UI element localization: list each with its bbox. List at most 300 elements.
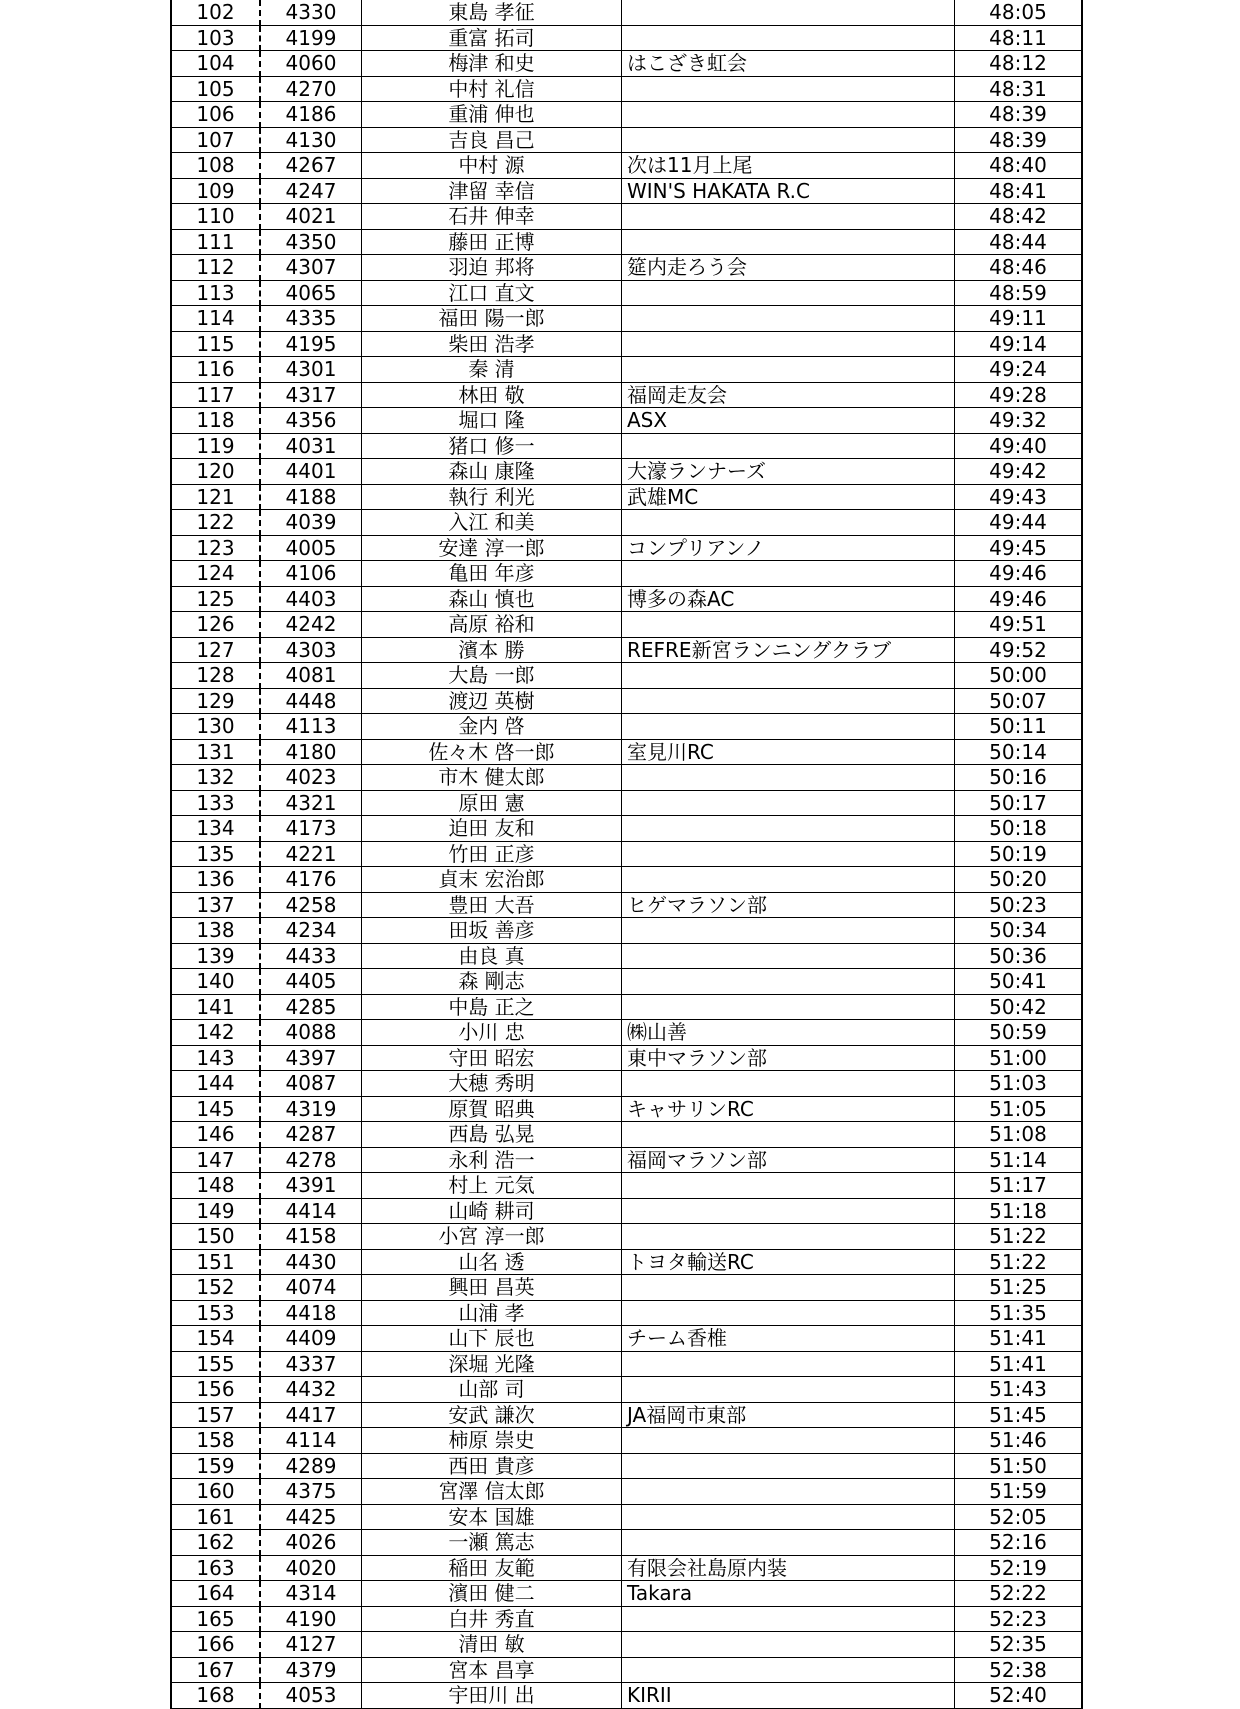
name-cell: 宮澤 信太郎 (362, 1479, 622, 1505)
rank-cell: 141 (171, 994, 260, 1020)
bib-cell: 4319 (260, 1096, 362, 1122)
bib-cell: 4005 (260, 535, 362, 561)
name-cell: 福田 陽一郎 (362, 306, 622, 332)
bib-cell: 4114 (260, 1428, 362, 1454)
name-cell: 深堀 光隆 (362, 1351, 622, 1377)
time-cell: 51:22 (955, 1224, 1083, 1250)
club-cell (622, 1198, 955, 1224)
name-cell: 守田 昭宏 (362, 1045, 622, 1071)
rank-cell: 105 (171, 76, 260, 102)
rank-cell: 159 (171, 1453, 260, 1479)
table-row (171, 0, 1082, 25)
bib-cell: 4188 (260, 484, 362, 510)
club-cell: チーム香椎 (622, 1326, 955, 1352)
rank-cell: 151 (171, 1249, 260, 1275)
club-cell (622, 790, 955, 816)
time-cell: 48:41 (955, 178, 1083, 204)
bib-cell: 4190 (260, 1606, 362, 1632)
time-cell: 50:34 (955, 918, 1083, 944)
name-cell: 迫田 友和 (362, 816, 622, 842)
club-cell (622, 1657, 955, 1683)
name-cell: 亀田 年彦 (362, 561, 622, 587)
table-row (171, 1657, 1082, 1683)
time-cell: 52:23 (955, 1606, 1083, 1632)
table-row (171, 1096, 1082, 1122)
name-cell: 重浦 伸也 (362, 102, 622, 128)
name-cell: 藤田 正博 (362, 229, 622, 255)
time-cell: 52:40 (955, 1683, 1083, 1709)
time-cell: 51:05 (955, 1096, 1083, 1122)
club-cell (622, 433, 955, 459)
bib-cell: 4285 (260, 994, 362, 1020)
time-cell: 52:16 (955, 1530, 1083, 1556)
bib-cell: 4379 (260, 1657, 362, 1683)
table-row (171, 1351, 1082, 1377)
club-cell: REFRE新宮ランニングクラブ (622, 637, 955, 663)
club-cell (622, 663, 955, 689)
name-cell: 宇田川 出 (362, 1683, 622, 1709)
bib-cell: 4074 (260, 1275, 362, 1301)
table-row (171, 816, 1082, 842)
name-cell: 中村 源 (362, 153, 622, 179)
time-cell: 48:59 (955, 280, 1083, 306)
club-cell (622, 102, 955, 128)
name-cell: 猪口 修一 (362, 433, 622, 459)
time-cell: 52:38 (955, 1657, 1083, 1683)
time-cell: 49:28 (955, 382, 1083, 408)
rank-cell: 168 (171, 1683, 260, 1709)
rank-cell: 166 (171, 1632, 260, 1658)
table-row (171, 867, 1082, 893)
bib-cell: 4065 (260, 280, 362, 306)
bib-cell: 4448 (260, 688, 362, 714)
time-cell: 50:59 (955, 1020, 1083, 1046)
name-cell: 小宮 淳一郎 (362, 1224, 622, 1250)
club-cell: ヒゲマラソン部 (622, 892, 955, 918)
time-cell: 48:12 (955, 51, 1083, 77)
name-cell: 梅津 和史 (362, 51, 622, 77)
bib-cell: 4267 (260, 153, 362, 179)
table-row (171, 1147, 1082, 1173)
name-cell: 森山 康隆 (362, 459, 622, 485)
bib-cell: 4060 (260, 51, 362, 77)
name-cell: 竹田 正彦 (362, 841, 622, 867)
rank-cell: 131 (171, 739, 260, 765)
club-cell (622, 76, 955, 102)
name-cell: 森山 慎也 (362, 586, 622, 612)
club-cell: JA福岡市東部 (622, 1402, 955, 1428)
table-row (171, 204, 1082, 230)
rank-cell: 160 (171, 1479, 260, 1505)
time-cell: 51:46 (955, 1428, 1083, 1454)
table-row (171, 331, 1082, 357)
table-row (171, 1198, 1082, 1224)
bib-cell: 4417 (260, 1402, 362, 1428)
club-cell (622, 1173, 955, 1199)
bib-cell: 4039 (260, 510, 362, 536)
club-cell: 武雄MC (622, 484, 955, 510)
name-cell: 由良 真 (362, 943, 622, 969)
bib-cell: 4314 (260, 1581, 362, 1607)
table-row (171, 408, 1082, 434)
rank-cell: 103 (171, 25, 260, 51)
time-cell: 52:19 (955, 1555, 1083, 1581)
name-cell: 高原 裕和 (362, 612, 622, 638)
name-cell: 宮本 昌享 (362, 1657, 622, 1683)
time-cell: 49:24 (955, 357, 1083, 383)
bib-cell: 4397 (260, 1045, 362, 1071)
club-cell (622, 688, 955, 714)
time-cell: 50:16 (955, 765, 1083, 791)
rank-cell: 132 (171, 765, 260, 791)
rank-cell: 117 (171, 382, 260, 408)
name-cell: 堀口 隆 (362, 408, 622, 434)
table-row (171, 510, 1082, 536)
name-cell: 中村 礼信 (362, 76, 622, 102)
name-cell: 原田 憲 (362, 790, 622, 816)
rank-cell: 126 (171, 612, 260, 638)
rank-cell: 150 (171, 1224, 260, 1250)
name-cell: 安達 淳一郎 (362, 535, 622, 561)
club-cell (622, 306, 955, 332)
name-cell: 江口 直文 (362, 280, 622, 306)
bib-cell: 4278 (260, 1147, 362, 1173)
rank-cell: 109 (171, 178, 260, 204)
table-row (171, 765, 1082, 791)
bib-cell: 4375 (260, 1479, 362, 1505)
club-cell (622, 969, 955, 995)
time-cell: 48:40 (955, 153, 1083, 179)
bib-cell: 4234 (260, 918, 362, 944)
rank-cell: 110 (171, 204, 260, 230)
time-cell: 51:17 (955, 1173, 1083, 1199)
table-row (171, 1045, 1082, 1071)
club-cell (622, 841, 955, 867)
time-cell: 51:59 (955, 1479, 1083, 1505)
table-row (171, 1555, 1082, 1581)
rank-cell: 123 (171, 535, 260, 561)
rank-cell: 116 (171, 357, 260, 383)
table-row (171, 178, 1082, 204)
rank-cell: 127 (171, 637, 260, 663)
rank-cell: 163 (171, 1555, 260, 1581)
bib-cell: 4307 (260, 255, 362, 281)
club-cell (622, 816, 955, 842)
club-cell (622, 714, 955, 740)
name-cell: 一瀬 篤志 (362, 1530, 622, 1556)
table-row (171, 1479, 1082, 1505)
time-cell: 49:43 (955, 484, 1083, 510)
time-cell: 48:44 (955, 229, 1083, 255)
club-cell (622, 1275, 955, 1301)
time-cell: 52:35 (955, 1632, 1083, 1658)
table-row (171, 76, 1082, 102)
rank-cell: 108 (171, 153, 260, 179)
table-row (171, 1530, 1082, 1556)
rank-cell: 122 (171, 510, 260, 536)
bib-cell: 4321 (260, 790, 362, 816)
name-cell: 山名 透 (362, 1249, 622, 1275)
rank-cell: 155 (171, 1351, 260, 1377)
club-cell (622, 943, 955, 969)
name-cell: 柿原 崇史 (362, 1428, 622, 1454)
club-cell (622, 867, 955, 893)
rank-cell: 130 (171, 714, 260, 740)
name-cell: 村上 元気 (362, 1173, 622, 1199)
rank-cell: 114 (171, 306, 260, 332)
club-cell (622, 0, 955, 25)
club-cell (622, 331, 955, 357)
club-cell (622, 1351, 955, 1377)
club-cell (622, 1300, 955, 1326)
time-cell: 49:46 (955, 586, 1083, 612)
bib-cell: 4106 (260, 561, 362, 587)
club-cell (622, 1530, 955, 1556)
bib-cell: 4401 (260, 459, 362, 485)
table-row (171, 612, 1082, 638)
time-cell: 52:22 (955, 1581, 1083, 1607)
name-cell: 原賀 昭典 (362, 1096, 622, 1122)
rank-cell: 129 (171, 688, 260, 714)
time-cell: 51:03 (955, 1071, 1083, 1097)
bib-cell: 4088 (260, 1020, 362, 1046)
table-row (171, 1249, 1082, 1275)
rank-cell: 135 (171, 841, 260, 867)
bib-cell: 4195 (260, 331, 362, 357)
club-cell (622, 1479, 955, 1505)
bib-cell: 4432 (260, 1377, 362, 1403)
club-cell: 筵内走ろう会 (622, 255, 955, 281)
club-cell: 室見川RC (622, 739, 955, 765)
table-row (171, 153, 1082, 179)
table-row (171, 943, 1082, 969)
rank-cell: 158 (171, 1428, 260, 1454)
bib-cell: 4301 (260, 357, 362, 383)
table-row (171, 1224, 1082, 1250)
time-cell: 49:14 (955, 331, 1083, 357)
rank-cell: 157 (171, 1402, 260, 1428)
time-cell: 49:40 (955, 433, 1083, 459)
time-cell: 50:14 (955, 739, 1083, 765)
time-cell: 48:11 (955, 25, 1083, 51)
club-cell (622, 994, 955, 1020)
name-cell: 稲田 友範 (362, 1555, 622, 1581)
rank-cell: 148 (171, 1173, 260, 1199)
rank-cell: 142 (171, 1020, 260, 1046)
name-cell: 西田 貴彦 (362, 1453, 622, 1479)
name-cell: 秦 清 (362, 357, 622, 383)
rank-cell: 146 (171, 1122, 260, 1148)
bib-cell: 4021 (260, 204, 362, 230)
name-cell: 大島 一郎 (362, 663, 622, 689)
club-cell (622, 1122, 955, 1148)
club-cell (622, 1632, 955, 1658)
time-cell: 49:42 (955, 459, 1083, 485)
bib-cell: 4433 (260, 943, 362, 969)
time-cell: 51:25 (955, 1275, 1083, 1301)
name-cell: 山浦 孝 (362, 1300, 622, 1326)
table-row (171, 1173, 1082, 1199)
club-cell: 福岡マラソン部 (622, 1147, 955, 1173)
club-cell (622, 1071, 955, 1097)
rank-cell: 118 (171, 408, 260, 434)
table-row (171, 1428, 1082, 1454)
name-cell: 津留 幸信 (362, 178, 622, 204)
club-cell (622, 510, 955, 536)
club-cell (622, 229, 955, 255)
table-row (171, 892, 1082, 918)
name-cell: 山下 辰也 (362, 1326, 622, 1352)
rank-cell: 124 (171, 561, 260, 587)
bib-cell: 4026 (260, 1530, 362, 1556)
table-row (171, 229, 1082, 255)
rank-cell: 137 (171, 892, 260, 918)
name-cell: 吉良 昌己 (362, 127, 622, 153)
rank-cell: 107 (171, 127, 260, 153)
table-row (171, 1504, 1082, 1530)
rank-cell: 112 (171, 255, 260, 281)
bib-cell: 4317 (260, 382, 362, 408)
rank-cell: 162 (171, 1530, 260, 1556)
time-cell: 50:41 (955, 969, 1083, 995)
time-cell: 48:05 (955, 0, 1083, 25)
table-row (171, 1377, 1082, 1403)
table-row (171, 1606, 1082, 1632)
club-cell (622, 25, 955, 51)
table-row (171, 994, 1082, 1020)
table-row (171, 51, 1082, 77)
table-row (171, 790, 1082, 816)
time-cell: 51:43 (955, 1377, 1083, 1403)
time-cell: 51:45 (955, 1402, 1083, 1428)
rank-cell: 136 (171, 867, 260, 893)
table-row (171, 739, 1082, 765)
time-cell: 50:20 (955, 867, 1083, 893)
rank-cell: 143 (171, 1045, 260, 1071)
bib-cell: 4287 (260, 1122, 362, 1148)
club-cell (622, 765, 955, 791)
time-cell: 50:17 (955, 790, 1083, 816)
time-cell: 49:32 (955, 408, 1083, 434)
time-cell: 50:18 (955, 816, 1083, 842)
name-cell: 羽迫 邦将 (362, 255, 622, 281)
time-cell: 49:51 (955, 612, 1083, 638)
club-cell (622, 1377, 955, 1403)
table-row (171, 127, 1082, 153)
name-cell: 貞末 宏治郎 (362, 867, 622, 893)
bib-cell: 4221 (260, 841, 362, 867)
time-cell: 48:39 (955, 102, 1083, 128)
time-cell: 50:36 (955, 943, 1083, 969)
name-cell: 中島 正之 (362, 994, 622, 1020)
name-cell: 佐々木 啓一郎 (362, 739, 622, 765)
table-row (171, 637, 1082, 663)
bib-cell: 4173 (260, 816, 362, 842)
table-row (171, 1300, 1082, 1326)
time-cell: 48:39 (955, 127, 1083, 153)
rank-cell: 164 (171, 1581, 260, 1607)
bib-cell: 4258 (260, 892, 362, 918)
club-cell (622, 1606, 955, 1632)
time-cell: 51:22 (955, 1249, 1083, 1275)
bib-cell: 4199 (260, 25, 362, 51)
table-row (171, 382, 1082, 408)
club-cell (622, 357, 955, 383)
bib-cell: 4425 (260, 1504, 362, 1530)
name-cell: 豊田 大吾 (362, 892, 622, 918)
bib-cell: 4023 (260, 765, 362, 791)
rank-cell: 161 (171, 1504, 260, 1530)
rank-cell: 144 (171, 1071, 260, 1097)
name-cell: 濱本 勝 (362, 637, 622, 663)
rank-cell: 156 (171, 1377, 260, 1403)
bib-cell: 4130 (260, 127, 362, 153)
name-cell: 柴田 浩孝 (362, 331, 622, 357)
rank-cell: 165 (171, 1606, 260, 1632)
table-row (171, 1632, 1082, 1658)
rank-cell: 154 (171, 1326, 260, 1352)
rank-cell: 153 (171, 1300, 260, 1326)
bib-cell: 4176 (260, 867, 362, 893)
table-row (171, 1581, 1082, 1607)
table-row (171, 688, 1082, 714)
bib-cell: 4247 (260, 178, 362, 204)
time-cell: 50:00 (955, 663, 1083, 689)
name-cell: 白井 秀直 (362, 1606, 622, 1632)
bib-cell: 4405 (260, 969, 362, 995)
name-cell: 渡辺 英樹 (362, 688, 622, 714)
rank-cell: 120 (171, 459, 260, 485)
club-cell: 博多の森AC (622, 586, 955, 612)
club-cell: KIRII (622, 1683, 955, 1709)
time-cell: 50:42 (955, 994, 1083, 1020)
time-cell: 48:31 (955, 76, 1083, 102)
club-cell (622, 918, 955, 944)
club-cell (622, 1224, 955, 1250)
time-cell: 51:50 (955, 1453, 1083, 1479)
rank-cell: 111 (171, 229, 260, 255)
table-row (171, 1071, 1082, 1097)
name-cell: 永利 浩一 (362, 1147, 622, 1173)
name-cell: 濱田 健二 (362, 1581, 622, 1607)
name-cell: 市木 健太郎 (362, 765, 622, 791)
club-cell: WIN'S HAKATA R.C (622, 178, 955, 204)
bib-cell: 4391 (260, 1173, 362, 1199)
bib-cell: 4158 (260, 1224, 362, 1250)
table-row (171, 1122, 1082, 1148)
club-cell: 大濠ランナーズ (622, 459, 955, 485)
bib-cell: 4081 (260, 663, 362, 689)
name-cell: 金内 啓 (362, 714, 622, 740)
bib-cell: 4414 (260, 1198, 362, 1224)
time-cell: 50:19 (955, 841, 1083, 867)
results-body (171, 0, 1082, 1708)
table-row (171, 433, 1082, 459)
bib-cell: 4330 (260, 0, 362, 25)
table-row (171, 306, 1082, 332)
table-row (171, 1326, 1082, 1352)
bib-cell: 4113 (260, 714, 362, 740)
club-cell (622, 1428, 955, 1454)
bib-cell: 4418 (260, 1300, 362, 1326)
club-cell: 東中マラソン部 (622, 1045, 955, 1071)
time-cell: 50:23 (955, 892, 1083, 918)
time-cell: 49:11 (955, 306, 1083, 332)
club-cell: コンプリアンノ (622, 535, 955, 561)
table-row (171, 841, 1082, 867)
time-cell: 51:41 (955, 1351, 1083, 1377)
rank-cell: 147 (171, 1147, 260, 1173)
